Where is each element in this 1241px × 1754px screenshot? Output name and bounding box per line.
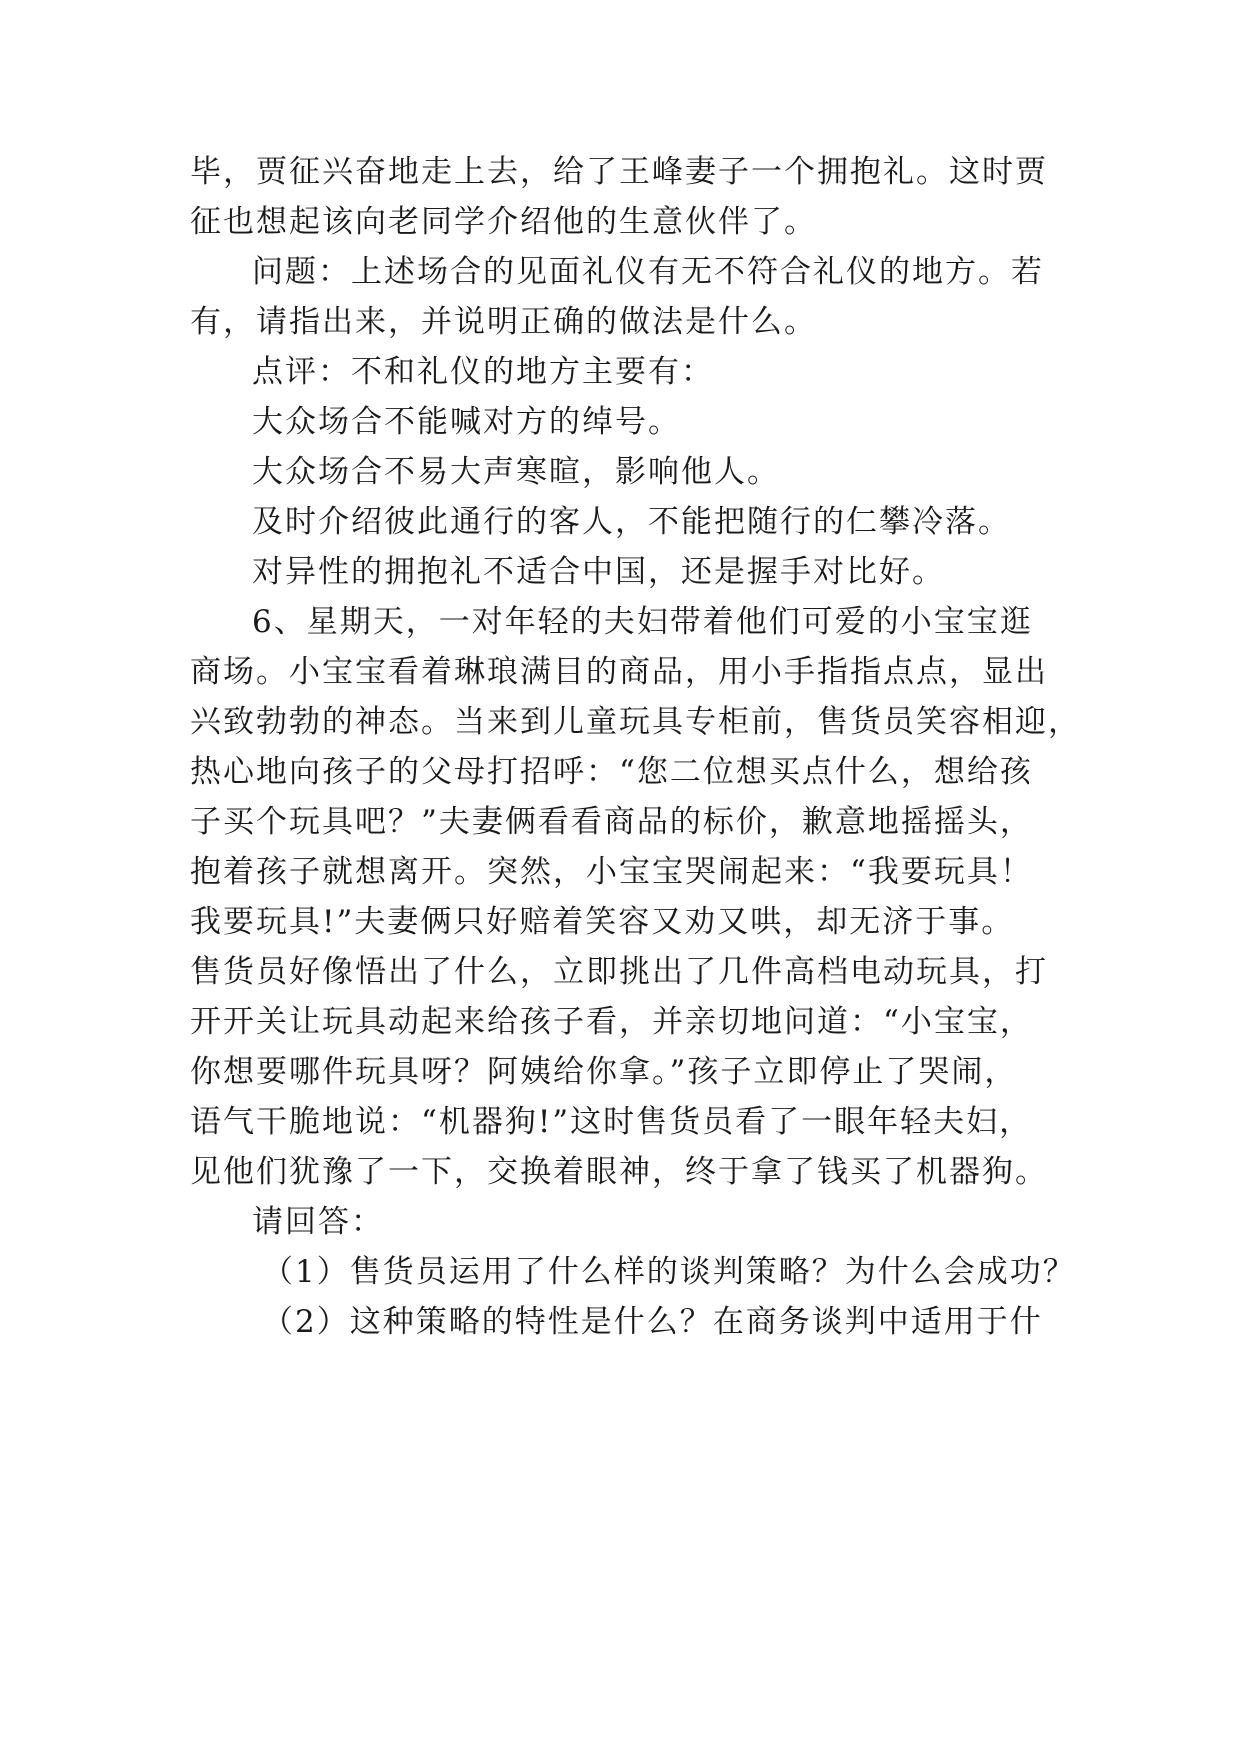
text-line: 大众场合不能喊对方的绰号。 [252,404,681,440]
text-line: 点评：不和礼仪的地方主要有： [252,354,714,390]
text-line: 征也想起该向老同学介绍他的生意伙伴了。 [190,204,817,240]
text-line: 见他们犹豫了一下，交换着眼神，终于拿了钱买了机器狗。 [190,1154,1048,1190]
question-item: （1）售货员运用了什么样的谈判策略？为什么会成功？ [262,1254,1076,1290]
text-line: 及时介绍彼此通行的客人，不能把随行的仁攀冷落。 [252,504,1011,540]
text-line: 毕，贾征兴奋地走上去，给了王峰妻子一个拥抱礼。这时贾 [190,154,1048,190]
text-line: 语气干脆地说：“机器狗!”这时售货员看了一眼年轻夫妇， [190,1104,1033,1140]
text-line: 问题：上述场合的见面礼仪有无不符合礼仪的地方。若 [252,254,1044,290]
text-line: 6、星期天，一对年轻的夫妇带着他们可爱的小宝宝逛 [252,604,1033,640]
text-line: 兴致勃勃的神态。当来到儿童玩具专柜前，售货员笑容相迎， [190,704,1081,740]
text-line: 商场。小宝宝看着琳琅满目的商品，用小手指指点点，显出 [190,654,1048,690]
text-line: 你想要哪件玩具呀？阿姨给你拿。”孩子立即停止了哭闹， [190,1054,1018,1090]
text-line: 有，请指出来，并说明正确的做法是什么。 [190,304,817,340]
text-line: 大众场合不易大声寒暄，影响他人。 [252,454,780,490]
text-line: 热心地向孩子的父母打招呼：“您二位想买点什么，想给孩 [190,754,1033,790]
text-line: 对异性的拥抱礼不适合中国，还是握手对比好。 [252,554,945,590]
text-line: 我要玩具!”夫妻俩只好赔着笑容又劝又哄，却无济于事。 [190,904,1015,940]
text-line: 子买个玩具吧？”夫妻俩看看商品的标价，歉意地摇摇头， [190,804,1033,840]
text-line: 请回答： [252,1204,384,1240]
text-line: 抱着孩子就想离开。突然，小宝宝哭闹起来：“我要玩具！ [190,854,1033,890]
text-line: 开开关让玩具动起来给孩子看，并亲切地问道：“小宝宝， [190,1004,1033,1040]
text-line: 售货员好像悟出了什么，立即挑出了几件高档电动玩具，打 [190,954,1048,990]
question-item: （2）这种策略的特性是什么？在商务谈判中适用于什 [262,1304,1043,1340]
